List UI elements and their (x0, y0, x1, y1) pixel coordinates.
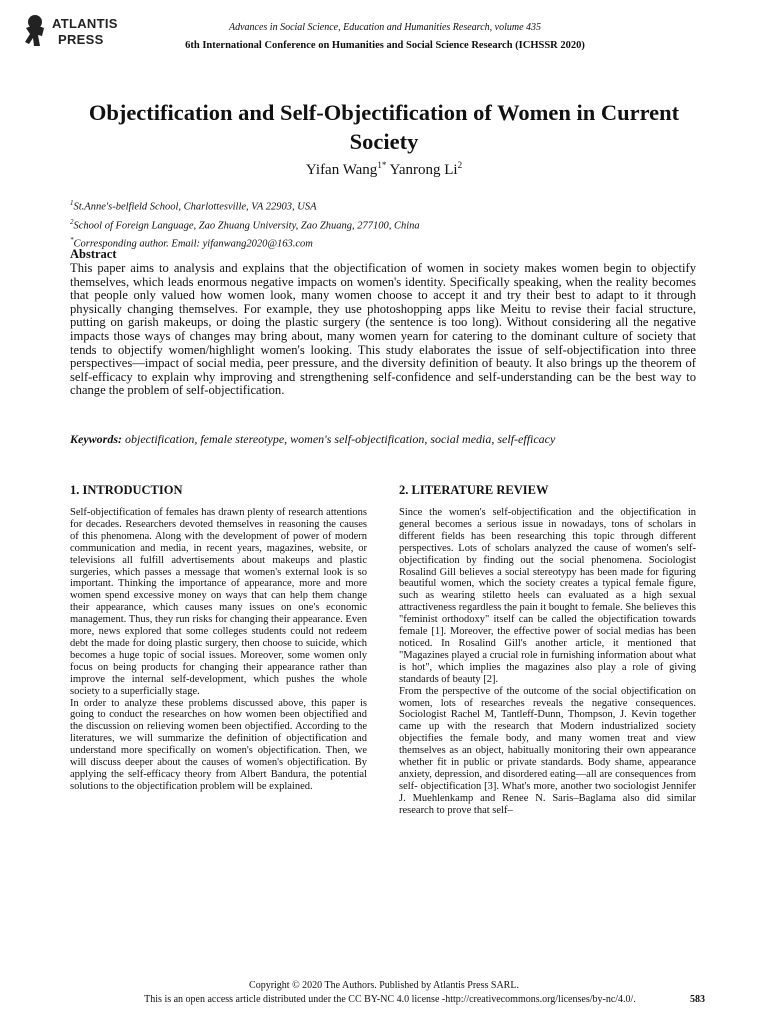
paragraph: In order to analyze these problems discussed above, this paper is going to conduct the researches on how women been objectified and the discussion on relieving women been objectified. According to the literatures, we will summarize the definition of objectification and understand more specifically on women's objectification. Then, we will discuss deeper about the causes of women's objectification. By applying the self-efficacy theory from Albert Bandura, the potential solutions to the objectification problem will be explained. (70, 697, 367, 792)
section-heading-literature-review: 2. LITERATURE REVIEW (399, 483, 549, 497)
conference-line: 6th International Conference on Humanities and Social Science Research (ICHSSR 2020) (185, 40, 585, 51)
affil-text: St.Anne's-belfield School, Charlottesville, VA 22903, USA (73, 201, 317, 213)
page-number: 583 (690, 994, 705, 1005)
affil-mark: * (70, 236, 74, 244)
literature-review-body (399, 507, 696, 817)
keywords-label: Keywords: (70, 432, 122, 446)
introduction-body (70, 507, 367, 793)
keywords-text: objectification, female stereotype, women's self-objectification, social media, self-efficacy (125, 432, 556, 446)
journal-line: Advances in Social Science, Education and Humanities Research, volume 435 (228, 22, 542, 33)
author-affil-mark: 1* (377, 160, 387, 170)
author-name: Yanrong Li (389, 162, 458, 178)
author-affil-mark: 2 (457, 160, 463, 170)
author-list (60, 160, 708, 179)
section-heading-introduction: 1. INTRODUCTION (70, 483, 183, 497)
affiliation-line (70, 215, 710, 234)
affiliations (70, 196, 710, 252)
atlas-figure-icon (22, 14, 48, 48)
abstract-text: This paper aims to analysis and explains that the objectification of women in society makes women begin to objectify themselves, which leads enormous negative impacts on women's identity. Specifically speaking, when the reality becomes that people only valued how women look, many women choose to accept it and try their best to adapt to it through physically changing themselves. For example, they use photoshopping apps like Meitu to revise their facial structure, putting on garish makeups, or doing the plastic surgery (the sentence is too long). Without considering all the negative impacts those ways of changes may bring about, many women yearn for catering to the dominant culture of society that tends to objectify women/highlight women's looking. This study elaborates the issue of self-objectification into three perspectives—impact of social media, peer pressure, and the diversity definition of beauty. It also brings up the theorem of self-efficacy to explain why improving and strengthening self-confidence and self-understanding can be the best way to change the problem of self-objectification. (70, 261, 696, 398)
affil-text: School of Foreign Language, Zao Zhuang University, Zao Zhuang, 277100, China (73, 220, 420, 231)
paragraph: From the perspective of the outcome of the social objectification on women, lots of researches reveals the negative consequences. Sociologist Rachel M, Tantleff-Dunn, Thompson, J. Kevin together came up with the research that Modern industrialized society objectifies the female body, and many women treat and view themselves as an object, habitually monitoring their own appearance whether fit in public or private standards. Body shame, appearance anxiety, depression, and disordered eating—all are consequences from self- objectification [3]. What's more, another two sociologist Jennifer J. Muehlenkamp and Renee N. Saris–Baglama also did similar research to prove that self– (399, 685, 696, 816)
publisher-name-line1: ATLANTIS (52, 16, 118, 31)
affil-mark: 2 (70, 217, 74, 226)
abstract-heading: Abstract (70, 247, 117, 261)
keywords (70, 432, 696, 447)
paragraph: Self-objectification of females has drawn plenty of research attentions for decades. Researchers devoted themselves in reasoning the causes of this phenomena. Along with the development of power of modern communication and media, in recent years, magazines, website, or televisions all fulfill advertisements about makeups and plastic surgeries, which passes a message that women's external look is so important. Thinking the importance of appearance, more and more women spend excessive money on ways that can help them change their appearance, which causes many issues on one's economic management. Thus, they run risks for changing their appearance. Even more, news explored that some colleges students could not redeem debt the made for doing plastic surgery, then choose to suicide, which becomes a huge topic of social issues. Moreover, some women only focus on being products for changing their appearance rather than improve the internal self-development, which pushes the whole society to a superficially stage. (70, 507, 367, 697)
affil-text: Corresponding author. Email: yifanwang2020@163.com (73, 238, 313, 250)
copyright-notice: Copyright © 2020 The Authors. Published by Atlantis Press SARL. (249, 980, 519, 991)
affiliation-line (70, 233, 710, 252)
license-notice: This is an open access article distributed under the CC BY-NC 4.0 license -http://creativecommons.org/licenses/by-nc/4.0/. (144, 994, 636, 1005)
publisher-name-line2: PRESS (58, 32, 104, 47)
affil-mark: 1 (70, 199, 74, 207)
affiliation-line (70, 196, 710, 215)
paragraph: Since the women's self-objectification and the objectification in general becomes a serious issue in nowadays, tons of scholars in different fields has been researching this topic through different perspectives. Lots of scholars analyzed the cause of women's self-objectification by finding out the social phenomena. Sociologist Rosalind Gill believes a social stereotypy has been made for figuring beautiful women, which the society creates a typical female figure, such as wearing stiletto heels can evaluated as a high sexual attractiveness regardless the pain it bought to female. She believes this "feminist orthodoxy" itself can be called the objectification towards female [1]. Moreover, the effective power of social medias has been noticed. In Rosalind Gill's another article, it mentioned that "Magazines played a crucial role in furnishing information about what is hot", which implies the magazines also play a role of giving standards of beauty [2]. (399, 507, 696, 685)
author-name: Yifan Wang (305, 162, 378, 178)
paper-title: Objectification and Self-Objectification of Women in Current Society (88, 100, 680, 154)
publisher-logo (22, 14, 132, 52)
